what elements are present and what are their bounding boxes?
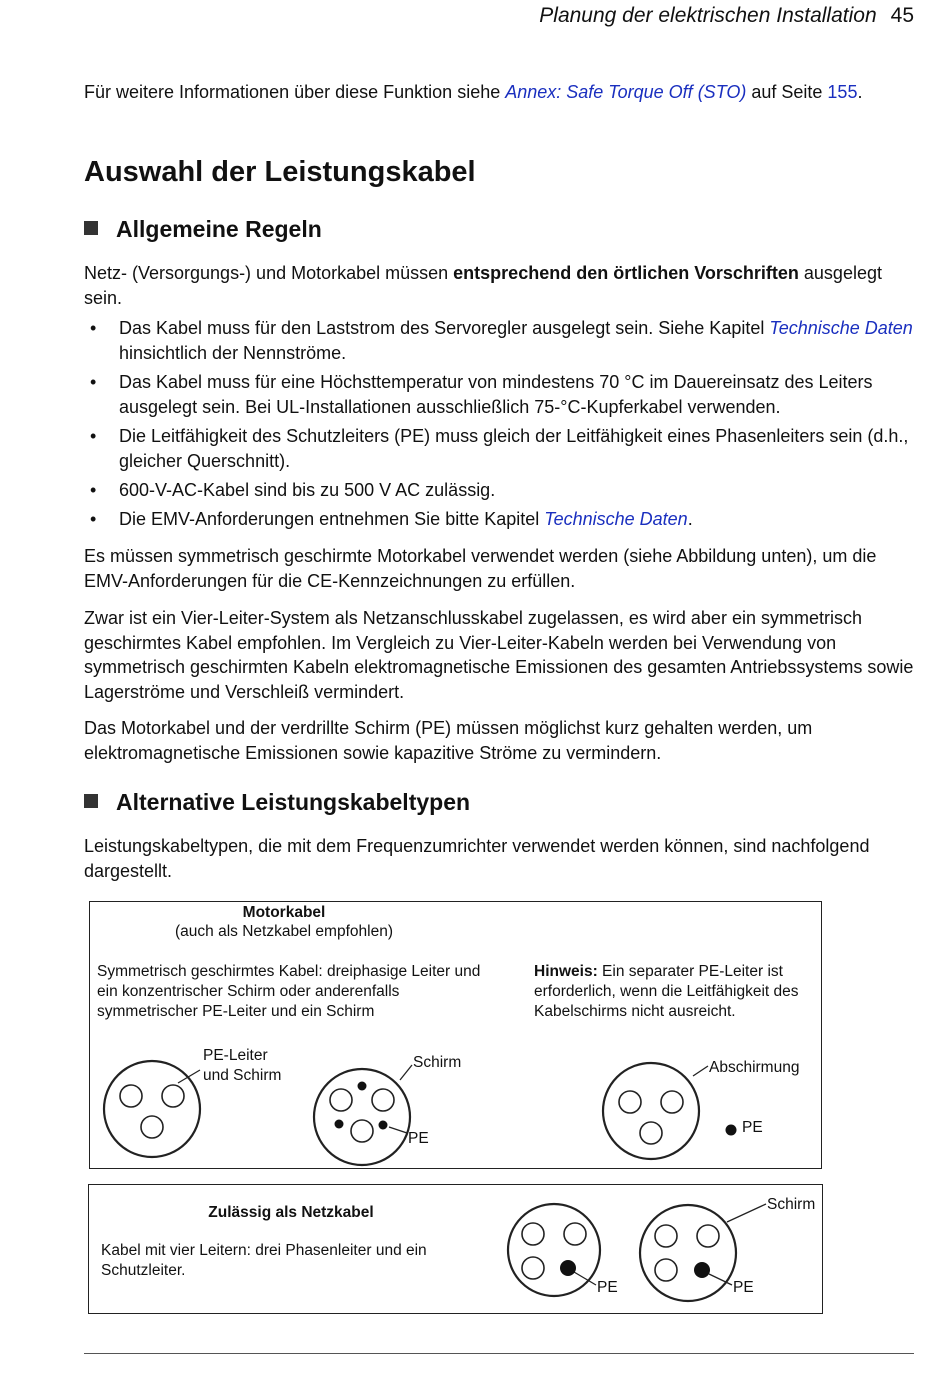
- section-title: Auswahl der Leistungskabel: [84, 156, 476, 188]
- label-schirm: Schirm: [413, 1054, 462, 1071]
- bullet-text-end: .: [687, 509, 693, 529]
- bullet-text: Die EMV-Anforderungen entnehmen Sie bitte Kapitel: [119, 509, 545, 529]
- technische-daten-link[interactable]: Technische Daten: [769, 318, 913, 338]
- page-number: 45: [890, 4, 914, 27]
- figure1-subtitle: (auch als Netzkabel empfohlen): [175, 923, 393, 940]
- general-rules-heading-text: Allgemeine Regeln: [116, 216, 322, 242]
- figure1-description: Symmetrisch geschirmtes Kabel: dreiphasige Leiter und ein konzentrischer Schirm oder anderenfalls symmetrischer PE-Leiter und ein Schirm: [97, 963, 481, 1020]
- intro-text-mid: auf Seite: [746, 82, 828, 102]
- label-pe-shield-2: und Schirm: [203, 1067, 282, 1084]
- lead-text: Netz- (Versorgungs-) und Motorkabel müssen: [84, 263, 454, 283]
- page-155-link[interactable]: 155: [827, 82, 858, 102]
- label-schirm: Schirm: [767, 1196, 816, 1213]
- running-title: Planung der elektrischen Installation: [539, 4, 877, 27]
- footer-divider: [84, 1353, 914, 1354]
- bullet-text: Das Kabel muss für den Laststrom des Servoregler ausgelegt sein. Siehe Kapitel: [119, 318, 770, 338]
- paragraph: Zwar ist ein Vier-Leiter-System als Netzanschlusskabel zugelassen, es wird aber ein symmetrisch geschirmtes Kabel empfohlen. Im Vergleich zu Vier-Leiter-Kabeln werden bei Verwendung von symmetrisch geschirmten Kabeln elektromagnetische Emissionen des gesamten Antriebssystems sowie Lagerströme und Verschleiß vermindert.: [84, 608, 914, 702]
- shielded-cable-icon: [104, 1061, 200, 1157]
- bullet-dot-icon: •: [90, 426, 97, 446]
- note-text: Ein separater PE-Leiter ist erforderlich, wenn die Leitfähigkeit des Kabelschirms nicht ausreicht.: [534, 963, 799, 1020]
- bullet-dot-icon: •: [90, 509, 97, 529]
- technische-daten-link[interactable]: Technische Daten: [544, 509, 688, 529]
- note-label: Hinweis:: [534, 963, 598, 980]
- intro-text: Für weitere Informationen über diese Funktion siehe: [84, 82, 506, 102]
- bullet-dot-icon: •: [90, 480, 97, 500]
- label-abschirmung: Abschirmung: [709, 1059, 800, 1076]
- label-pe: PE: [408, 1130, 429, 1147]
- bullet-text-end: hinsichtlich der Nennströme.: [119, 342, 347, 363]
- figure2-description: Kabel mit vier Leitern: drei Phasenleiter und ein Schutzleiter.: [101, 1242, 427, 1279]
- intro-text-end: .: [857, 82, 863, 102]
- bullet-text: Die Leitfähigkeit des Schutzleiters (PE) muss gleich der Leitfähigkeit eines Phasenleiters sein (d.h., gleicher Querschnitt).: [119, 426, 909, 471]
- bullet-dot-icon: •: [90, 372, 97, 392]
- alt-types-lead: Leistungskabeltypen, die mit dem Frequenzumrichter verwendet werden können, sind nachfolgend dargestellt.: [84, 836, 870, 881]
- label-pe: PE: [597, 1279, 618, 1296]
- shielded-cable-separate-pe-icon: [603, 1063, 708, 1159]
- bullet-dot-icon: •: [90, 318, 97, 338]
- alt-types-heading-text: Alternative Leistungskabeltypen: [116, 789, 471, 815]
- paragraph: Das Motorkabel und der verdrillte Schirm (PE) müssen möglichst kurz gehalten werden, um elektromagnetische Emissionen sowie kapazitive Ströme zu vermindern.: [84, 718, 813, 763]
- four-conductor-shielded-cable-icon: [640, 1204, 766, 1301]
- label-pe: PE: [733, 1279, 754, 1296]
- figure1-title: Motorkabel: [242, 904, 326, 921]
- label-pe-shield-1: PE-Leiter: [203, 1047, 268, 1064]
- four-conductor-cable-icon: [508, 1204, 600, 1296]
- bullet-text: Das Kabel muss für eine Höchsttemperatur von mindestens 70 °C im Dauereinsatz des Leiters ausgelegt sein. Bei UL-Installationen ausschließlich 75-°C-Kupferkabel verwenden.: [119, 372, 873, 417]
- figure2-title: Zulässig als Netzkabel: [208, 1204, 374, 1221]
- lead-text-end: ausgelegt sein.: [84, 263, 882, 308]
- shielded-cable-symmetric-pe-icon: [314, 1065, 412, 1165]
- sto-annex-link[interactable]: Annex: Safe Torque Off (STO): [505, 82, 747, 102]
- bullet-text: 600-V-AC-Kabel sind bis zu 500 V AC zulässig.: [119, 480, 496, 500]
- lead-bold-text: entsprechend den örtlichen Vorschriften: [453, 263, 799, 283]
- paragraph: Es müssen symmetrisch geschirmte Motorkabel verwendet werden (siehe Abbildung unten), um die EMV-Anforderungen für die CE-Kennzeichnungen zu erfüllen.: [84, 546, 877, 591]
- label-pe: PE: [742, 1119, 763, 1136]
